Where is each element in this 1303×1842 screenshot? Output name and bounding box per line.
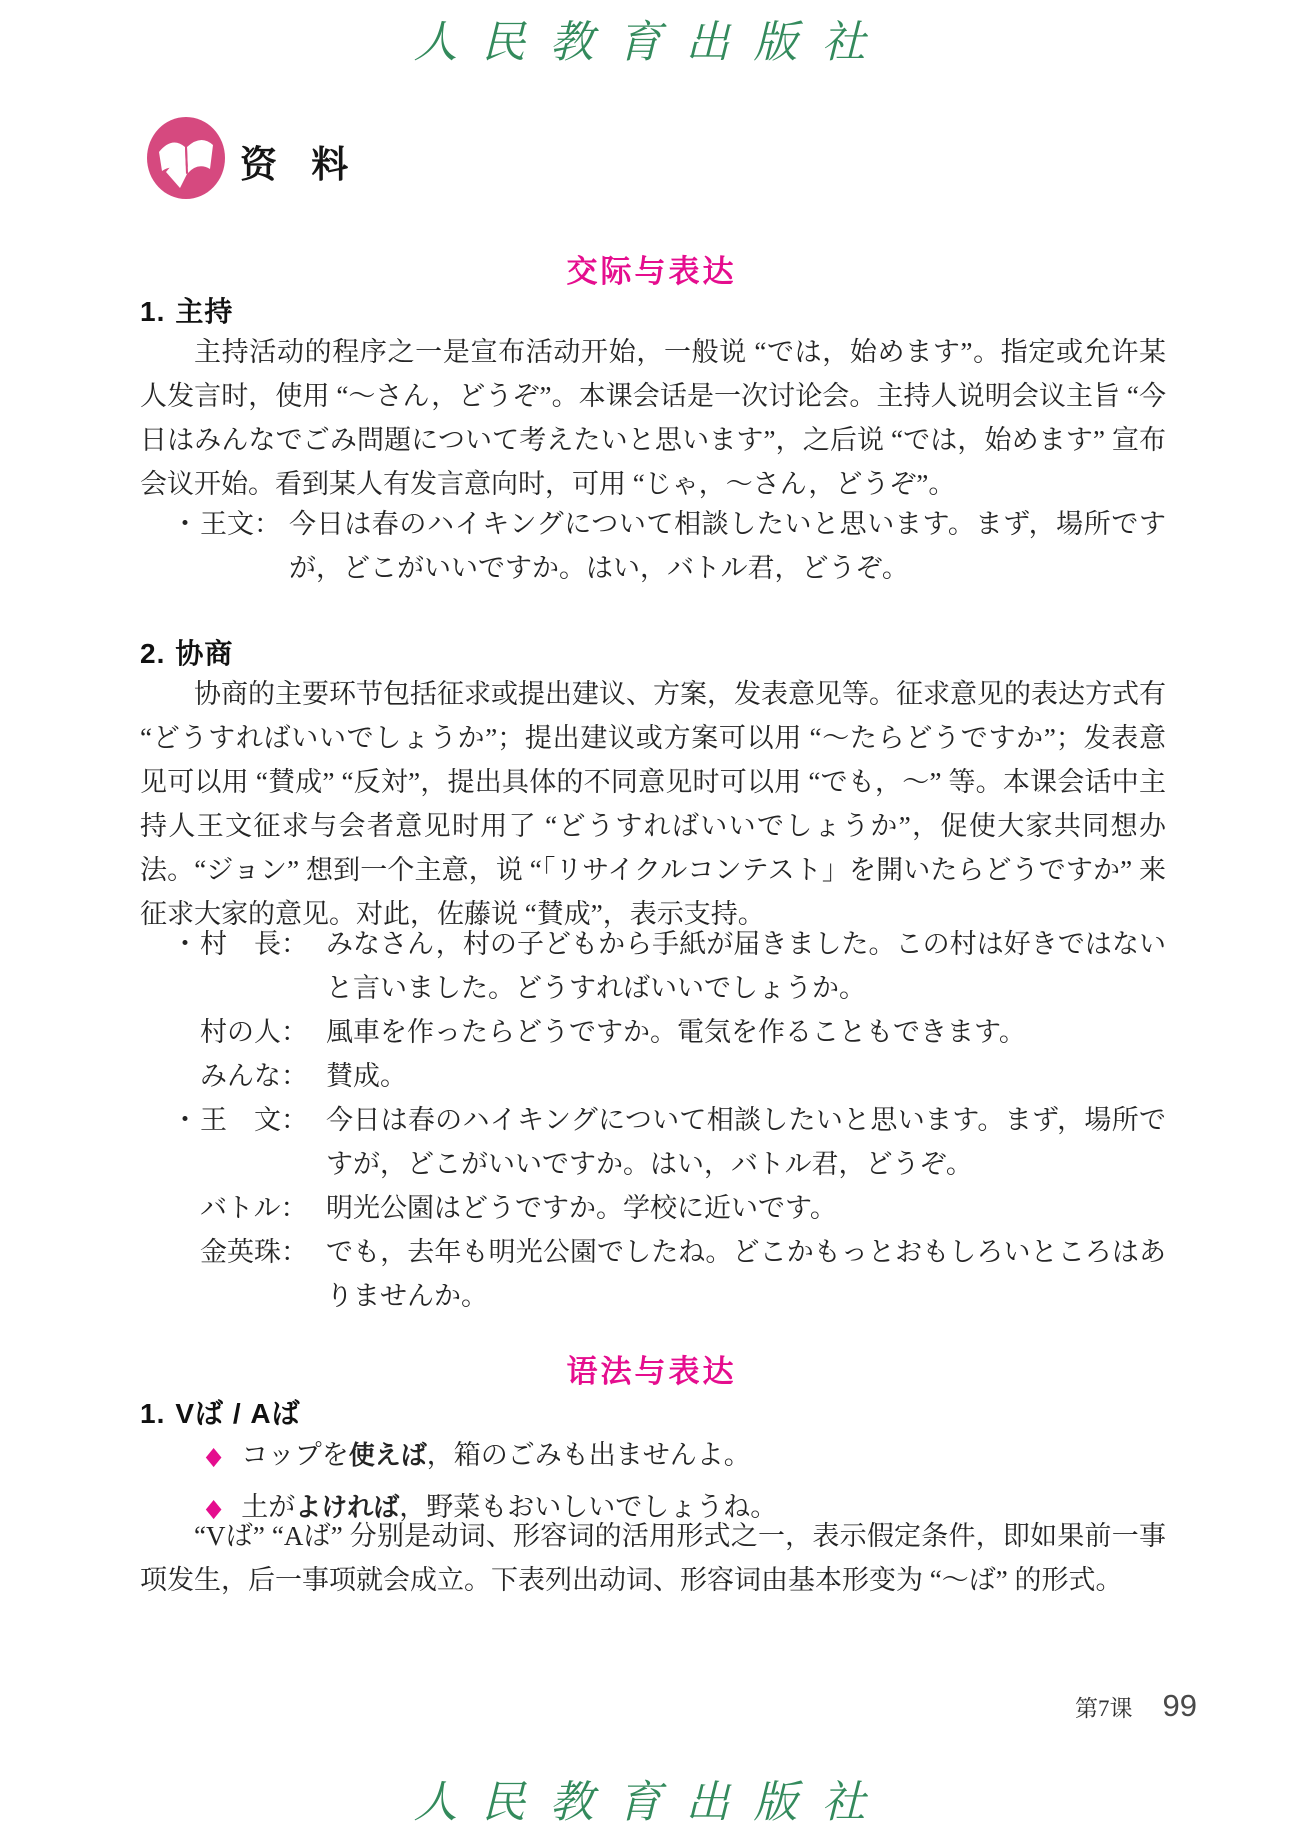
dialogue-bullet: ・: [171, 929, 199, 959]
dialogue-speaker: 村 長：: [200, 929, 308, 959]
materials-badge: [146, 116, 360, 205]
dialogue-speaker: 王 文：: [200, 1105, 308, 1135]
dialogue-bullet: [170, 1230, 200, 1318]
dialogue-bullet: [170, 1010, 200, 1054]
dialogue-row: [170, 1230, 1166, 1318]
page-number: 99: [1162, 1688, 1197, 1723]
dialogue-bullet: [170, 1186, 200, 1230]
materials-label: 资 料: [240, 143, 361, 185]
dialogue-bullet: ・: [171, 509, 199, 539]
dialogue-row: [170, 1010, 1166, 1054]
dialogue-speaker: みんな：: [200, 1061, 308, 1091]
grammar-paragraph: “Vば” “Aば” 分别是动词、形容词的活用形式之一，表示假定条件，即如果前一事项发生，后一事项就会成立。下表列出动词、形容词由基本形变为 “～ば” 的形式。: [140, 1521, 1166, 1595]
lesson-label: 第7课: [1075, 1696, 1133, 1721]
dialogue-bullet: [170, 1054, 200, 1098]
example-text: 土がよければ，野菜もおいしいでしょうね。: [241, 1492, 778, 1522]
dialogue-speaker: 王文：: [200, 509, 281, 539]
book-icon: [146, 116, 226, 205]
dialogue-speaker: 金英珠：: [200, 1237, 308, 1267]
grammar-item-number: 1.: [140, 1398, 166, 1429]
grammar-example: [204, 1434, 1166, 1478]
dialogue-text: 明光公園はどうですか。学校に近いです。: [326, 1193, 837, 1223]
dialogue-row: [170, 1186, 1166, 1230]
negotiation-paragraph: 协商的主要环节包括征求或提出建议、方案，发表意见等。征求意见的表达方式有 “どうすればいいでしょうか”；提出建议或方案可以用 “～たらどうですか”；发表意见可以用 “賛成” “反対”，提出具体的不同意见时可以用 “でも，～” 等。本课会话中主持人王文征求与会者意见时用了 “どうすればいいでしょうか”，促使大家共同想办法。“ジョン” 想到一个主意，说 “「リサイクルコンテスト」を開いたらどうですか” 来征求大家的意见。对此，佐藤说 “賛成”，表示支持。: [140, 679, 1166, 929]
hosting-title-text: 主持: [175, 296, 234, 327]
communication-heading: 交际与表达: [566, 254, 737, 289]
dialogue-row: [170, 1054, 1166, 1098]
dialogue-text: みなさん，村の子どもから手紙が届きました。この村は好きではないと言いました。どうすればいいでしょうか。: [326, 929, 1166, 1003]
dialogue-bullet: ・: [171, 1105, 199, 1135]
negotiation-number: 2.: [140, 638, 166, 669]
dialogue-speaker: バトル：: [200, 1193, 308, 1223]
dialogue-text: 今日は春のハイキングについて相談したいと思います。まず，場所ですが，どこがいいですか。はい，バトル君，どうぞ。: [326, 1105, 1166, 1179]
hosting-title: [140, 290, 1166, 330]
negotiation-dialogue: [140, 922, 1166, 1318]
publisher-logo-top: 人民教育出版社: [413, 17, 890, 68]
dialogue-text: でも，去年も明光公園でしたね。どこかもっとおもしろいところはありませんか。: [326, 1237, 1166, 1311]
dialogue-text: 賛成。: [326, 1061, 407, 1091]
diamond-bullet-icon: ◆: [205, 1495, 222, 1522]
dialogue-row: [170, 922, 1166, 1010]
hosting-paragraph: 主持活动的程序之一是宣布活动开始，一般说 “では，始めます”。指定或允许某人发言时，使用 “～さん，どうぞ”。本课会话是一次讨论会。主持人说明会议主旨 “今日はみんなでごみ問題について考えたいと思います”，之后说 “では，始めます” 宣布会议开始。看到某人有发言意向时，可用 “じゃ，～さん，どうぞ”。: [140, 337, 1166, 499]
hosting-number: 1.: [140, 296, 166, 327]
dialogue-row: [170, 1098, 1166, 1186]
negotiation-title-text: 协商: [175, 638, 234, 669]
grammar-item-title: [140, 1392, 1166, 1432]
grammar-item-title-text: Vば / Aば: [175, 1398, 301, 1429]
example-text: コップを使えば，箱のごみも出ませんよ。: [241, 1440, 751, 1470]
grammar-heading: 语法与表达: [566, 1354, 737, 1389]
hosting-dialogue: [140, 502, 1166, 590]
dialogue-row: [170, 502, 1166, 590]
publisher-logo-bottom: 人民教育出版社: [413, 1777, 890, 1828]
page-footer: [1075, 1688, 1197, 1724]
dialogue-speaker: 村の人：: [200, 1017, 308, 1047]
dialogue-text: 風車を作ったらどうですか。電気を作ることもできます。: [326, 1017, 1026, 1047]
diamond-bullet-icon: ◆: [205, 1443, 222, 1470]
negotiation-title: [140, 632, 1166, 672]
dialogue-text: 今日は春のハイキングについて相談したいと思います。まず，場所ですが，どこがいいですか。はい，バトル君，どうぞ。: [289, 509, 1166, 583]
